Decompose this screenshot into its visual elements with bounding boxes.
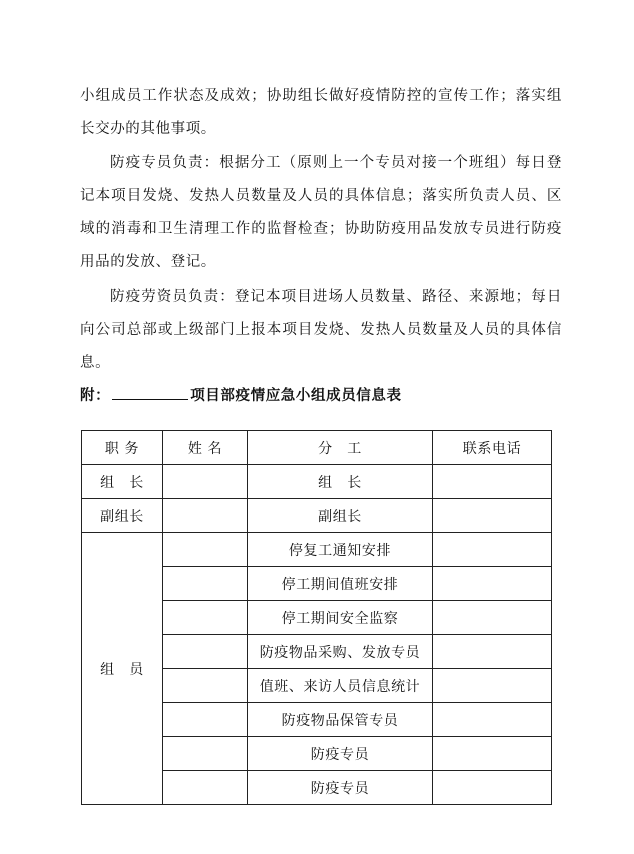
duty-cell: 停复工通知安排	[248, 533, 433, 567]
name-cell	[163, 465, 248, 499]
phone-cell	[433, 737, 552, 771]
header-name: 姓 名	[163, 431, 248, 465]
name-cell	[163, 703, 248, 737]
role-cell: 副组长	[82, 499, 163, 533]
team-roster-table	[81, 430, 552, 805]
role-cell: 组 长	[82, 465, 163, 499]
paragraph-member-duties: 小组成员工作状态及成效；协助组长做好疫情防控的宣传工作；落实组长交办的其他事项。	[80, 88, 562, 137]
paragraph-epidemic-officer: 防疫专员负责：根据分工（原则上一个专员对接一个班组）每日登记本项目发烧、发热人员数量及人员的具体信息；落实所负责人员、区域的消毒和卫生清理工作的监督检查；协助防疫用品发放专员进行防疫用品的发放、登记。	[80, 155, 562, 270]
role-cell-members: 组 员	[82, 533, 163, 805]
name-cell	[163, 669, 248, 703]
name-cell	[163, 771, 248, 805]
duty-cell: 防疫物品保管专员	[248, 703, 433, 737]
duty-cell: 停工期间值班安排	[248, 567, 433, 601]
duty-cell: 副组长	[248, 499, 433, 533]
phone-cell	[433, 499, 552, 533]
name-cell	[163, 533, 248, 567]
phone-cell	[433, 771, 552, 805]
name-cell	[163, 635, 248, 669]
table-row	[82, 533, 552, 567]
attachment-prefix: 附：	[80, 387, 111, 404]
name-cell	[163, 601, 248, 635]
phone-cell	[433, 703, 552, 737]
header-position: 职 务	[82, 431, 163, 465]
duty-cell: 防疫专员	[248, 737, 433, 771]
name-cell	[163, 737, 248, 771]
table-header-row	[82, 431, 552, 465]
phone-cell	[433, 465, 552, 499]
paragraph-labor-officer: 防疫劳资员负责：登记本项目进场人员数量、路径、来源地；每日向公司总部或上级部门上报本项目发烧、发热人员数量及人员的具体信息。	[80, 289, 562, 371]
duty-cell: 值班、来访人员信息统计	[248, 669, 433, 703]
phone-cell	[433, 601, 552, 635]
project-name-blank	[112, 385, 188, 400]
phone-cell	[433, 533, 552, 567]
table-row	[82, 465, 552, 499]
phone-cell	[433, 669, 552, 703]
name-cell	[163, 499, 248, 533]
duty-cell: 停工期间安全监察	[248, 601, 433, 635]
phone-cell	[433, 635, 552, 669]
duty-cell: 防疫专员	[248, 771, 433, 805]
header-duty: 分 工	[248, 431, 433, 465]
header-phone: 联系电话	[433, 431, 552, 465]
name-cell	[163, 567, 248, 601]
attachment-heading	[80, 384, 402, 405]
duty-cell: 防疫物品采购、发放专员	[248, 635, 433, 669]
table-row	[82, 499, 552, 533]
phone-cell	[433, 567, 552, 601]
duty-cell: 组 长	[248, 465, 433, 499]
attachment-title: 项目部疫情应急小组成员信息表	[190, 387, 402, 404]
